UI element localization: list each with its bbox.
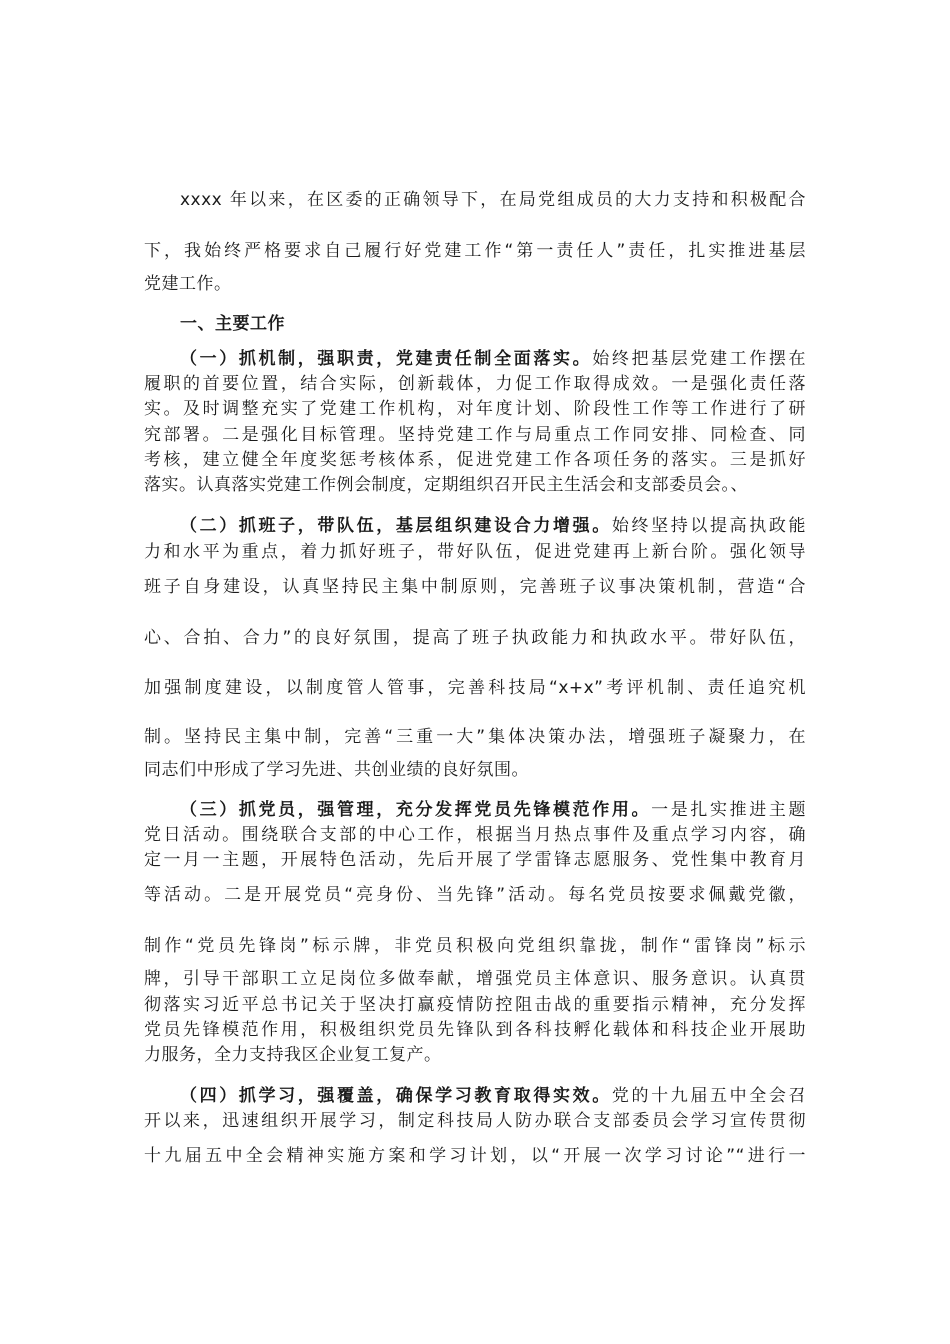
paragraph-text: 党的十九届五中全会召 [611, 1086, 807, 1106]
paragraph-line: 加强制度建设，以制度管人管事，完善科技局“x+x”考评机制、责任追究机 [144, 678, 806, 698]
intro-line: 下，我始终严格要求自己履行好党建工作“第一责任人”责任，扎实推进基层 [144, 241, 806, 261]
paragraph-line [180, 1084, 806, 1108]
paragraph-line: 力和水平为重点，着力抓好班子，带好队伍，促进党建再上新台阶。强化领导 [144, 542, 806, 562]
paragraph-line: 力服务，全力支持我区企业复工复产。 [144, 1045, 442, 1065]
paragraph-text: 始终把基层党建工作摆在 [592, 349, 807, 369]
paragraph-line [180, 347, 806, 371]
paragraph-text: 一是扎实推进主题 [651, 800, 807, 820]
paragraph-line: 制作“党员先锋岗”标示牌，非党员积极向党组织靠拢，制作“雷锋岗”标示 [144, 936, 806, 956]
paragraph-line: 十九届五中全会精神实施方案和学习计划，以“开展一次学习讨论”“进行一 [144, 1146, 806, 1166]
intro-line: 党建工作。 [144, 274, 232, 294]
paragraph-text: 始终坚持以提高执政能 [611, 516, 807, 536]
section-heading: 一、主要工作 [180, 314, 285, 334]
paragraph-line: 落实。认真落实党建工作例会制度，定期组织召开民主生活会和支部委员会。、 [144, 475, 748, 495]
intro-line: xxxx 年以来，在区委的正确领导下，在局党组成员的大力支持和积极配合 [180, 190, 806, 210]
paragraph-line: 牌，引导干部职工立足岗位多做奉献，增强党员主体意识、服务意识。认真贯 [144, 969, 806, 989]
paragraph-line: 等活动。二是开展党员“亮身份、当先锋”活动。每名党员按要求佩戴党徽， [144, 885, 806, 905]
paragraph-line [180, 798, 806, 822]
paragraph-line: 彻落实习近平总书记关于坚决打赢疫情防控阻击战的重要指示精神，充分发挥 [144, 995, 806, 1015]
paragraph-line: 制。坚持民主集中制，完善“三重一大”集体决策办法，增强班子凝聚力，在 [144, 727, 806, 747]
paragraph-line: 履职的首要位置，结合实际，创新载体，力促工作取得成效。一是强化责任落 [144, 374, 806, 394]
paragraph-lead: （三）抓党员，强管理，充分发挥党员先锋模范作用。 [180, 800, 652, 820]
paragraph-line: 实。及时调整充实了党建工作机构，对年度计划、阶段性工作等工作进行了研 [144, 399, 806, 419]
paragraph-line: 定一月一主题，开展特色活动，先后开展了学雷锋志愿服务、党性集中教育月 [144, 850, 806, 870]
paragraph-line: 班子自身建设，认真坚持民主集中制原则，完善班子议事决策机制，营造“合 [144, 577, 806, 597]
paragraph-line [180, 514, 806, 538]
paragraph-line: 究部署。二是强化目标管理。坚持党建工作与局重点工作同安排、同检查、同 [144, 425, 806, 445]
paragraph-lead: （四）抓学习，强覆盖，确保学习教育取得实效。 [180, 1086, 612, 1106]
paragraph-lead: （一）抓机制，强职责，党建责任制全面落实。 [180, 349, 593, 369]
paragraph-line: 党员先锋模范作用，积极组织党员先锋队到各科技孵化载体和科技企业开展助 [144, 1020, 806, 1040]
paragraph-line: 同志们中形成了学习先进、共创业绩的良好氛围。 [144, 760, 529, 780]
paragraph-line: 心、合拍、合力”的良好氛围，提高了班子执政能力和执政水平。带好队伍， [144, 628, 806, 648]
paragraph-lead: （二）抓班子，带队伍，基层组织建设合力增强。 [180, 516, 612, 536]
paragraph-line: 党日活动。围绕联合支部的中心工作，根据当月热点事件及重点学习内容，确 [144, 825, 806, 845]
paragraph-line: 开以来，迅速组织开展学习，制定科技局人防办联合支部委员会学习宣传贯彻 [144, 1111, 806, 1131]
paragraph-line: 考核，建立健全年度奖惩考核体系，促进党建工作各项任务的落实。三是抓好 [144, 450, 806, 470]
